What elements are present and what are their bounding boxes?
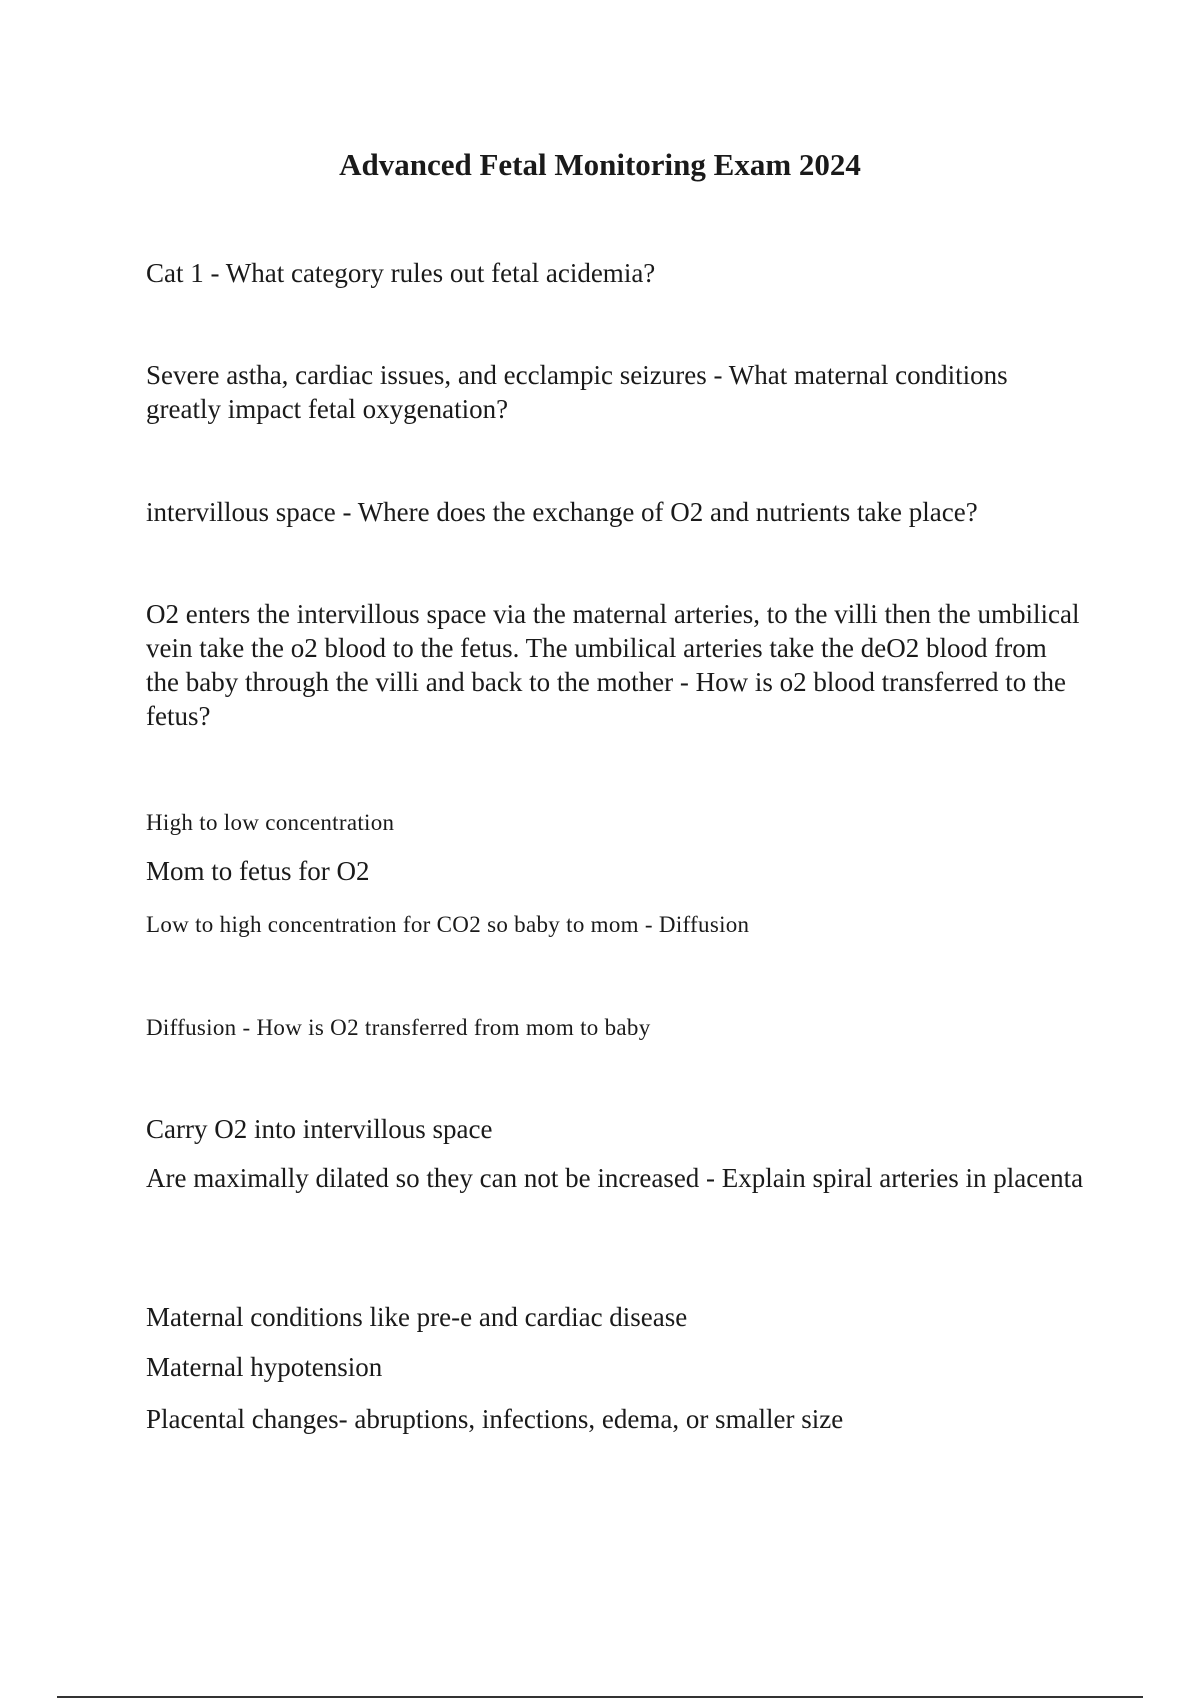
qa-item-maternal-conditions: Severe astha, cardiac issues, and ecclampic seizures - What maternal conditions greatly impact fetal oxygenation?: [146, 360, 1008, 424]
document-title: Advanced Fetal Monitoring Exam 2024: [339, 147, 861, 182]
qa-item-diffusion-mom-to-baby: Diffusion - How is O2 transferred from mom to baby: [146, 1015, 651, 1040]
footer-rule: [57, 1696, 1143, 1698]
qa-item-co2-diffusion: Low to high concentration for CO2 so baby to mom - Diffusion: [146, 912, 750, 937]
answer-line-high-to-low: High to low concentration: [146, 810, 395, 835]
answer-line-maternal-hypotension: Maternal hypotension: [146, 1352, 383, 1382]
answer-line-carry-o2: Carry O2 into intervillous space: [146, 1114, 493, 1144]
answer-line-placental-changes: Placental changes- abruptions, infections, edema, or smaller size: [146, 1404, 844, 1434]
qa-item-o2-transfer-path: O2 enters the intervillous space via the maternal arteries, to the villi then the umbilical vein take the o2 blood to the fetus. The umbilical arteries take the deO2 blood from the baby through the villi and back to the mother - How is o2 blood transferred to the fetus?: [146, 599, 1080, 731]
qa-item-intervillous-space: intervillous space - Where does the exchange of O2 and nutrients take place?: [146, 497, 978, 527]
answer-line-maternal-conditions: Maternal conditions like pre-e and cardiac disease: [146, 1302, 688, 1332]
qa-item-category-acidemia: Cat 1 - What category rules out fetal acidemia?: [146, 258, 656, 288]
qa-item-spiral-arteries: Are maximally dilated so they can not be increased - Explain spiral arteries in placenta: [146, 1163, 1084, 1193]
answer-line-mom-to-fetus: Mom to fetus for O2: [146, 856, 370, 886]
